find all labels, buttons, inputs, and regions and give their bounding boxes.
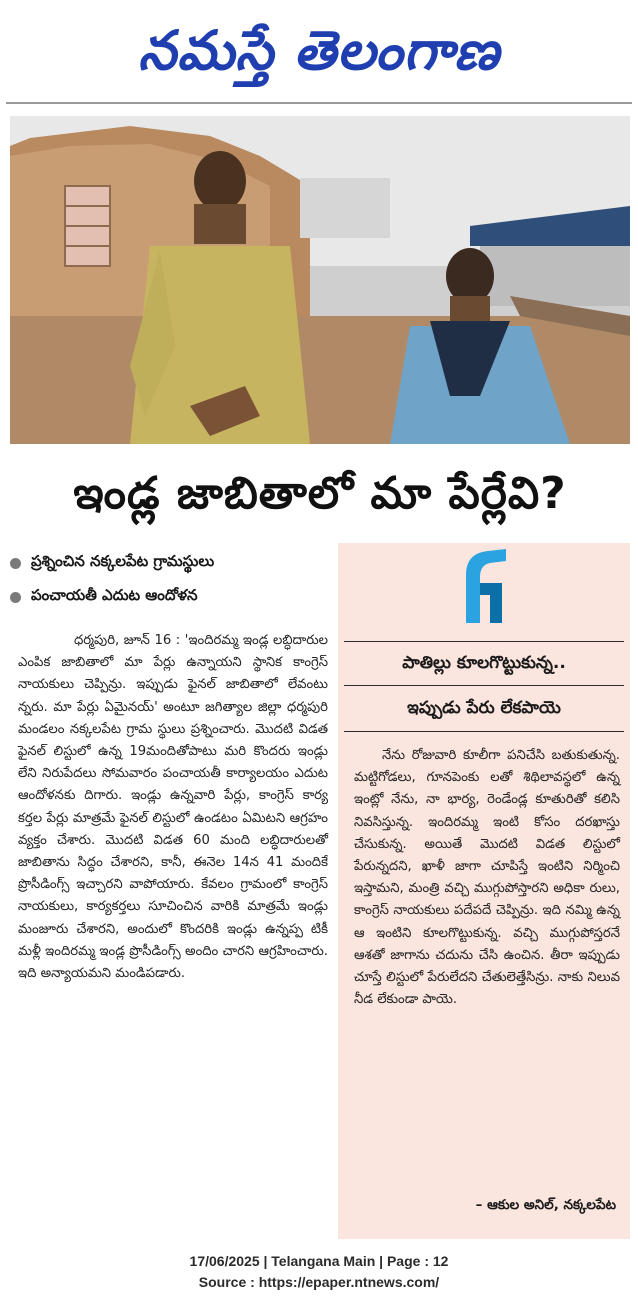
news-photo: [10, 116, 630, 444]
footer-edition: 17/06/2025 | Telangana Main | Page : 12: [189, 1253, 449, 1269]
footer-source: Source : https://epaper.ntnews.com/: [198, 1274, 440, 1290]
sidebar-box: [338, 543, 630, 1239]
f-logo-icon: [460, 545, 508, 625]
bullet-item: [10, 580, 330, 614]
headline: ఇండ్ల జాబితాలో మా పేర్లేవి?: [73, 468, 567, 519]
sidebar-heading-2: ఇప్పుడు పేరు లేకపాయె: [407, 698, 561, 718]
bullet-item: [10, 546, 330, 580]
story-body: [18, 630, 328, 985]
sidebar-divider: [344, 731, 624, 732]
bullet-dot-icon: [10, 592, 21, 603]
bullet-text: ప్రశ్నించిన నక్కలపేట గ్రామస్థులు: [31, 552, 215, 570]
story-paragraph: ధర్మపురి, జూన్ 16 : 'ఇందిరమ్మ ఇండ్ల లబ్ధిదారుల ఎంపిక జాబితాలో మా పేర్లు ఉన్నాయని స్థానిక కాంగ్రెస్ నాయకులు చెప్పిన్రు. ఇప్పుడు ఫైనల్ జాబితాలో లేవంటు న్నరు. మా పేర్లు ఏమైనయ్' అంటూ జగిత్యాల జిల్లా ధర్మపురి మండలం నక్కలపేట గ్రామ స్థులు ప్రశ్నించారు. మొదటి విడత ఫైనల్ లిస్టులో ఉన్న 19మందితోపాటు మరి కొందరు ఇండ్లు లేని నిరుపేదలు సోమవారం పంచాయతీ కార్యాలయం ఎదుట ఆందోళనకు దిగారు. ఇండ్లు ఉన్నవారి పేర్లు, కాంగ్రెస్ కార్య కర్తల పేర్లు మాత్రమే ఫైనల్ లిస్టులో ఉండటం ఏమిటని ఆగ్రహం వ్యక్తం చేశారు. మొదటి విడత 60 మంది లబ్ధిదారులతో జాబితాను సిద్ధం చేశారని, కానీ, ఈనెల 14న 41 మందికే ప్రొసీడింగ్స్ ఇచ్చారని వాపోయారు. కేవలం గ్రామంలో కాంగ్రెస్ నాయకులు, కార్యకర్తలు సూచించిన వారికి మాత్రమే ఇండ్లు మంజూరు చేశారని, అందులో కొందరికి ఇండ్లు ఉన్నప్ప టికీ మళ్లీ ఇందిరమ్మ ఇండ్ల ప్రొసీడింగ్స్ అందిం చారని ఆగ్రహించారు. ఇది అన్యాయమని మండిపడారు.: [18, 633, 328, 982]
bullet-dot-icon: [10, 558, 21, 569]
bullet-text: పంచాయతీ ఎదుట ఆందోళన: [31, 586, 198, 604]
sidebar-paragraph: నేను రోజువారి కూలీగా పనిచేసి బతుకుతున్న. మట్టిగోడలు, గూనపెంకు లతో శిథిలావస్థలో ఉన్న ఇంట్లో నేను, నా భార్య, రెండేండ్ల కూతురితో కలిసి నివసిస్తున్న. ఇందిరమ్మ ఇంటి కోసం దరఖాస్తు చేసుకున్న. అయితే మొదటి విడత లిస్టులో పేరున్నదని, ఖాళీ జాగా చూపిస్తే ఇంటిని నిర్మించి ఇస్తామని, మంత్రి వచ్చి ముగ్గుపోస్తారని అధికా రులు, కాంగ్రెస్ నాయకులు పదేపదే చెప్పిన్రు. ఇది నమ్మి ఉన్న ఆ ఇంటిని కూలగొట్టుకున్న. వచ్చి ముగ్గుపోస్తరనే ఆశతో జాగాను చదును చేసి ఉంచిన. తీరా ఇప్పుడు చూస్తే లిస్టులో పేరులేదని చేతులెత్తేసిన్రు. నాకు నిలువ నీడ లేకుండా పాయె.: [354, 748, 620, 1008]
sidebar-signature: – ఆకుల అనిల్, నక్కలపేట: [475, 1197, 616, 1213]
masthead: [0, 0, 638, 104]
footer: [0, 1250, 638, 1292]
bullet-list: [10, 546, 330, 614]
newspaper-title: నమస్తే తెలంగాణ: [138, 18, 500, 82]
sidebar-body: [354, 745, 620, 1011]
masthead-divider: [6, 102, 632, 104]
sidebar-heading-1: పాతిల్లు కూలగొట్టుకున్న..: [402, 653, 566, 673]
